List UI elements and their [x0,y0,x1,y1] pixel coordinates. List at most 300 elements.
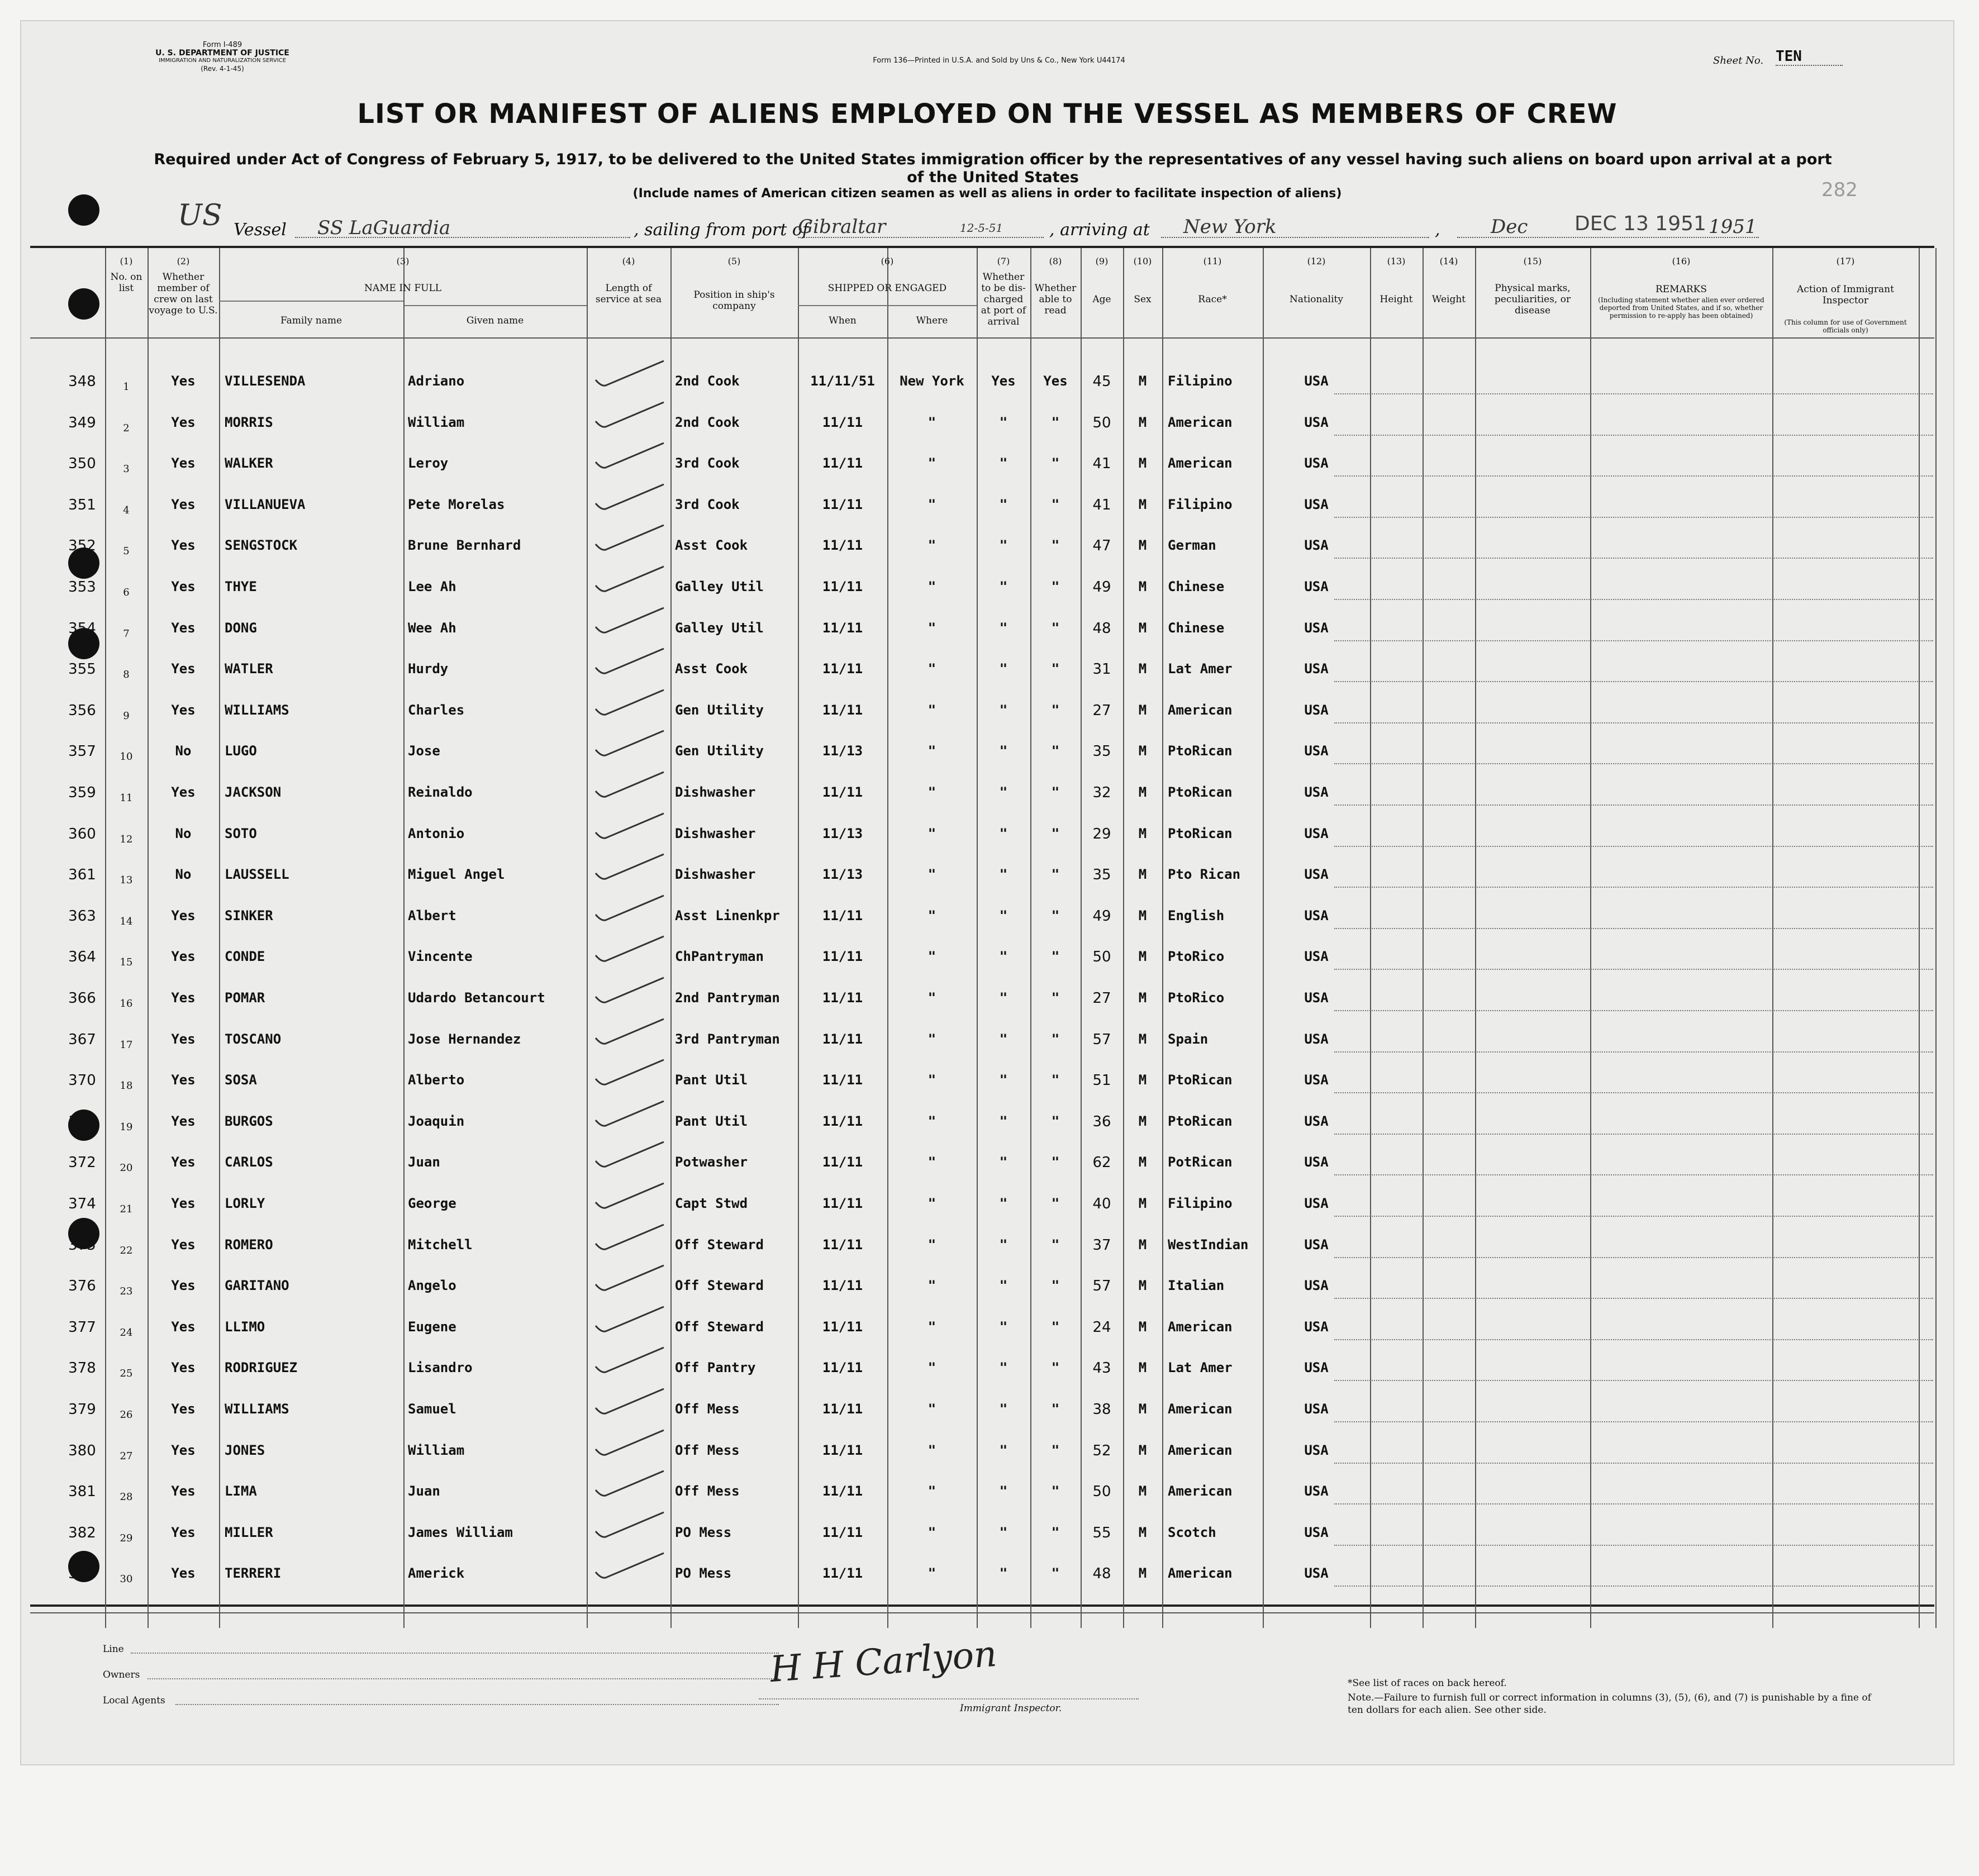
cell-nat: USA [1304,702,1329,718]
cell-family: WILLIAMS [225,1401,289,1417]
header-weight: Weight [1431,294,1466,305]
cell-crew: 379 [68,1401,96,1418]
cell-race: Pto Rican [1168,866,1241,883]
cell-race: Filipino [1168,496,1233,512]
cell-read: " [1051,414,1060,430]
cell-given: Jose [408,743,440,759]
cell-sex: M [1138,1318,1147,1335]
cell-where: New York [900,373,964,389]
cell-given: Juan [408,1483,440,1499]
cell-no: 28 [120,1491,133,1503]
cell-family: LAUSSELL [225,866,289,883]
cell-read: " [1051,455,1060,472]
cell-when: 11/11 [822,907,863,923]
cell-when: 11/11 [822,1565,863,1582]
cell-no: 9 [123,710,130,722]
cell-sex: M [1138,1442,1147,1458]
colnum-16: (16) [1672,256,1691,266]
cell-age: 51 [1092,1072,1111,1089]
cell-nat: USA [1304,743,1329,759]
cell-sex: M [1138,1524,1147,1540]
cell-no: 16 [120,998,133,1010]
cell-read: " [1051,1401,1060,1417]
cell-family: SOTO [225,825,257,841]
cell-last: Yes [171,949,196,965]
date-stamp: DEC 13 1951 [1574,212,1706,235]
cell-where: " [927,866,936,883]
cell-age: 43 [1092,1360,1111,1377]
check-mark-icon [591,975,669,1009]
page-stamp: 282 [1821,179,1858,201]
cell-last: No [175,866,192,883]
cell-race: Lat Amer [1168,661,1233,677]
cell-given: Eugene [408,1318,456,1335]
cell-read: " [1051,1278,1060,1294]
cell-age: 52 [1092,1442,1111,1459]
cell-given: Hurdy [408,661,449,677]
cell-crew: 382 [68,1524,96,1541]
cell-last: No [175,743,192,759]
cell-disch: " [999,702,1008,718]
cell-read: " [1051,907,1060,923]
races-note: *See list of races on back hereof. [1348,1678,1507,1689]
cell-sex: M [1138,1483,1147,1499]
cell-when: 11/11 [822,414,863,430]
cell-sex: M [1138,1401,1147,1417]
cell-age: 47 [1092,537,1111,555]
cell-when: 11/11 [822,537,863,554]
check-mark-icon [591,646,669,680]
sheet-label: Sheet No. [1713,55,1764,66]
cell-no: 29 [120,1532,133,1544]
cell-where: " [927,825,936,841]
cell-read: " [1051,949,1060,965]
sailing-label: , sailing from port of [634,220,809,240]
cell-nat: USA [1304,825,1329,841]
cell-where: " [927,537,936,554]
cell-pos: Off Mess [675,1401,740,1417]
check-mark-icon [591,1428,669,1461]
cell-crew: 380 [68,1442,96,1459]
cell-read: " [1051,496,1060,512]
cell-race: Chinese [1168,620,1225,636]
cell-no: 22 [120,1244,133,1256]
cell-crew: 381 [68,1483,96,1501]
cell-race: German [1168,537,1216,554]
cell-crew: 375 [68,1236,96,1254]
cell-when: 11/11 [822,661,863,677]
cell-last: Yes [171,1072,196,1088]
cell-age: 27 [1092,702,1111,719]
cell-where: " [927,620,936,636]
cell-read: " [1051,1524,1060,1540]
cell-no: 23 [120,1285,133,1298]
cell-where: " [927,990,936,1006]
cell-when: 11/11 [822,1524,863,1540]
cell-nat: USA [1304,1318,1329,1335]
cell-family: THYE [225,579,257,594]
cell-nat: USA [1304,1401,1329,1417]
cell-age: 49 [1092,907,1111,925]
colnum-17: (17) [1836,256,1855,266]
vessel-prefix: US [178,199,222,232]
colnum-7: (7) [997,256,1010,266]
cell-last: Yes [171,373,196,389]
cell-disch: " [999,455,1008,472]
cell-last: Yes [171,990,196,1006]
check-mark-icon [591,1058,669,1091]
check-mark-icon [591,1181,669,1215]
footer-line-label: Line [103,1644,124,1655]
cell-last: Yes [171,1565,196,1582]
cell-given: William [408,1442,465,1458]
colnum-6: (6) [881,256,894,266]
cell-sex: M [1138,455,1147,472]
cell-nat: USA [1304,455,1329,472]
cell-disch: " [999,1072,1008,1088]
vessel-line: Vessel SS LaGuardia , sailing from port of Gibraltar 12-5-51 , arriving at New York , Dec DEC 13 1951 1951 [234,218,1798,242]
cell-nat: USA [1304,414,1329,430]
cell-nat: USA [1304,1483,1329,1499]
cell-when: 11/11 [822,1360,863,1376]
cell-age: 27 [1092,990,1111,1007]
colnum-2: (2) [177,256,190,266]
cell-given: Joaquin [408,1113,465,1129]
cell-family: WATLER [225,661,273,677]
check-mark-icon [591,1263,669,1297]
colnum-11: (11) [1203,256,1222,266]
cell-no: 27 [120,1450,133,1462]
cell-disch: " [999,620,1008,636]
vessel-label: Vessel [234,220,287,240]
header-remarks: REMARKS [1655,284,1707,295]
cell-pos: Galley Util [675,579,764,594]
cell-crew: 355 [68,661,96,678]
cell-family: JACKSON [225,784,282,800]
cell-given: Albert [408,907,456,923]
cell-crew: 372 [68,1154,96,1172]
header-where: Where [916,315,948,326]
cell-disch: " [999,743,1008,759]
cell-given: Wee Ah [408,620,456,636]
cell-read: " [1051,784,1060,800]
cell-where: " [927,1072,936,1088]
cell-pos: Galley Util [675,620,764,636]
cell-sex: M [1138,907,1147,923]
cell-age: 57 [1092,1278,1111,1295]
cell-read: " [1051,1113,1060,1129]
cell-crew: 359 [68,784,96,801]
cell-read: " [1051,1072,1060,1088]
cell-nat: USA [1304,373,1329,389]
cell-where: " [927,1483,936,1499]
colnum-4: (4) [622,256,635,266]
cell-when: 11/13 [822,866,863,883]
cell-given: Charles [408,702,465,718]
cell-read: " [1051,579,1060,594]
cell-sex: M [1138,1196,1147,1211]
cell-race: WestIndian [1168,1236,1249,1253]
cell-disch: " [999,1318,1008,1335]
cell-no: 18 [120,1080,133,1092]
cell-crew: 376 [68,1278,96,1295]
cell-given: George [408,1196,456,1211]
cell-when: 11/11 [822,1113,863,1129]
cell-no: 19 [120,1121,133,1133]
cell-nat: USA [1304,1442,1329,1458]
check-mark-icon [591,770,669,803]
cell-age: 37 [1092,1236,1111,1254]
cell-age: 48 [1092,620,1111,637]
cell-family: MILLER [225,1524,273,1540]
check-mark-icon [591,729,669,762]
header-inspector-action: Action of Immigrant Inspector [1797,284,1894,306]
header-inspector-sub: (This column for use of Government officials only) [1784,318,1907,334]
header-given-name: Given name [466,315,524,326]
cell-age: 45 [1092,373,1111,390]
cell-given: Americk [408,1565,465,1582]
cell-read: " [1051,702,1060,718]
cell-race: American [1168,455,1233,472]
table-top-border [30,246,1934,248]
cell-sex: M [1138,414,1147,430]
cell-nat: USA [1304,1072,1329,1088]
inspector-signature: H H Carlyon [768,1633,998,1691]
form-id-block [105,41,340,73]
colnum-12: (12) [1307,256,1326,266]
cell-family: CONDE [225,949,265,965]
cell-last: Yes [171,661,196,677]
cell-pos: Pant Util [675,1072,748,1088]
cell-where: " [927,414,936,430]
cell-race: PtoRican [1168,1072,1233,1088]
cell-crew: 350 [68,455,96,473]
cell-where: " [927,1401,936,1417]
form-id: Form I-489 [202,41,242,49]
cell-age: 38 [1092,1401,1111,1418]
cell-pos: Gen Utility [675,743,764,759]
service: IMMIGRATION AND NATURALIZATION SERVICE [159,58,286,64]
cell-last: Yes [171,579,196,594]
cell-age: 41 [1092,455,1111,473]
header-when: When [829,315,857,326]
cell-sex: M [1138,1031,1147,1047]
cell-pos: Off Mess [675,1483,740,1499]
cell-sex: M [1138,866,1147,883]
check-mark-icon [591,1099,669,1132]
cell-family: SINKER [225,907,273,923]
cell-disch: " [999,1442,1008,1458]
cell-pos: Capt Stwd [675,1196,748,1211]
cell-sex: M [1138,825,1147,841]
cell-given: Antonio [408,825,465,841]
cell-given: Adriano [408,373,465,389]
cell-disch: " [999,866,1008,883]
cell-race: American [1168,1483,1233,1499]
cell-no: 2 [123,422,130,434]
cell-last: Yes [171,1196,196,1211]
cell-crew: 352 [68,537,96,555]
cell-race: American [1168,414,1233,430]
cell-no: 8 [123,669,130,681]
cell-sex: M [1138,537,1147,554]
cell-disch: " [999,1483,1008,1499]
check-mark-icon [591,1469,669,1502]
cell-pos: Off Steward [675,1318,764,1335]
cell-where: " [927,1196,936,1211]
table-bottom-border-2 [30,1612,1934,1613]
cell-disch: " [999,949,1008,965]
colnum-14: (14) [1439,256,1458,266]
cell-crew: 364 [68,949,96,966]
cell-no: 21 [120,1203,133,1215]
header-length-service: Length of service at sea [595,283,662,305]
cell-age: 57 [1092,1031,1111,1048]
check-mark-icon [591,688,669,721]
cell-when: 11/13 [822,743,863,759]
port-to: New York [1183,216,1277,238]
cell-family: LLIMO [225,1318,265,1335]
cell-family: POMAR [225,990,265,1006]
page-subtitle: Required under Act of Congress of February 5, 1917, to be delivered to the United States immigration officer by the representatives of any vessel having such aliens on board upon arrival at a port of the United States [154,151,1832,186]
cell-family: LIMA [225,1483,257,1499]
header-height: Height [1379,294,1413,305]
cell-pos: Off Pantry [675,1360,756,1376]
check-mark-icon [591,1345,669,1379]
cell-age: 55 [1092,1524,1111,1541]
header-remarks-sub: (Including statement whether alien ever ordered deported from United States, and if so, whether permission to re-apply has been obtained) [1598,296,1764,320]
cell-disch: " [999,1565,1008,1582]
cell-sex: M [1138,373,1147,389]
cell-family: VILLESENDA [225,373,306,389]
cell-last: Yes [171,1360,196,1376]
cell-sex: M [1138,1360,1147,1376]
cell-last: Yes [171,1524,196,1540]
header-age: Age [1092,294,1111,305]
cell-race: American [1168,1565,1233,1582]
cell-where: " [927,1442,936,1458]
printer-note: Form 136—Printed in U.S.A. and Sold by Uns & Co., New York U44174 [873,56,1125,65]
cell-pos: Gen Utility [675,702,764,718]
cell-last: Yes [171,1278,196,1294]
cell-disch: " [999,1236,1008,1253]
cell-age: 62 [1092,1154,1111,1172]
header-name-in-full: NAME IN FULL [364,283,442,294]
header-last-voyage: Whether member of crew on last voyage to U.S. [149,272,218,316]
punch-hole [68,194,99,226]
cell-pos: Asst Cook [675,537,748,554]
cell-pos: 2nd Cook [675,414,740,430]
cell-age: 36 [1092,1113,1111,1130]
header-sex: Sex [1134,294,1152,305]
cell-race: Filipino [1168,373,1233,389]
cell-nat: USA [1304,661,1329,677]
cell-race: PotRican [1168,1154,1233,1170]
cell-sex: M [1138,743,1147,759]
cell-last: Yes [171,414,196,430]
cell-age: 50 [1092,1483,1111,1501]
cell-when: 11/11 [822,949,863,965]
cell-read: " [1051,537,1060,554]
cell-age: 35 [1092,866,1111,884]
cell-last: Yes [171,907,196,923]
check-mark-icon [591,1222,669,1256]
cell-family: JONES [225,1442,265,1458]
colnum-3: (3) [396,256,410,266]
cell-when: 11/11 [822,990,863,1006]
cell-disch: " [999,661,1008,677]
cell-when: 11/11 [822,579,863,594]
cell-given: Lisandro [408,1360,473,1376]
cell-race: PtoRico [1168,949,1225,965]
cell-crew: 354 [68,620,96,637]
cell-last: Yes [171,537,196,554]
cell-nat: USA [1304,1236,1329,1253]
cell-family: LUGO [225,743,257,759]
cell-race: Filipino [1168,1196,1233,1211]
cell-age: 32 [1092,784,1111,801]
cell-disch: " [999,1154,1008,1170]
check-mark-icon [591,564,669,598]
cell-no: 12 [120,833,133,845]
cell-where: " [927,1360,936,1376]
header-position: Position in ship's company [693,289,775,312]
cell-pos: Potwasher [675,1154,748,1170]
cell-given: Pete Morelas [408,496,505,512]
cell-race: American [1168,1401,1233,1417]
cell-age: 50 [1092,414,1111,431]
cell-where: " [927,661,936,677]
cell-race: Spain [1168,1031,1209,1047]
cell-sex: M [1138,579,1147,594]
cell-pos: ChPantryman [675,949,764,965]
cell-given: Reinaldo [408,784,473,800]
cell-race: American [1168,702,1233,718]
cell-crew: 357 [68,743,96,760]
cell-where: " [927,1565,936,1582]
check-mark-icon [591,1510,669,1544]
sheet-number: TEN [1776,48,1843,66]
cell-nat: USA [1304,1113,1329,1129]
cell-family: LORLY [225,1196,265,1211]
cell-where: " [927,702,936,718]
cell-last: No [175,825,192,841]
cell-nat: USA [1304,1031,1329,1047]
cell-given: Leroy [408,455,449,472]
cell-where: " [927,743,936,759]
cell-last: Yes [171,784,196,800]
cell-crew: 353 [68,579,96,596]
cell-last: Yes [171,1113,196,1129]
cell-disch: " [999,496,1008,512]
cell-race: Lat Amer [1168,1360,1233,1376]
check-mark-icon [591,359,669,392]
cell-given: Lee Ah [408,579,456,594]
cell-nat: USA [1304,949,1329,965]
cell-sex: M [1138,990,1147,1006]
check-mark-icon [591,811,669,845]
cell-no: 11 [120,792,133,804]
cell-read: " [1051,1236,1060,1253]
cell-crew: 361 [68,866,96,884]
cell-read: " [1051,1565,1060,1582]
cell-read: " [1051,1154,1060,1170]
cell-age: 35 [1092,743,1111,760]
cell-disch: " [999,907,1008,923]
cell-family: VILLANUEVA [225,496,306,512]
cell-last: Yes [171,620,196,636]
header-race: Race* [1198,294,1227,305]
